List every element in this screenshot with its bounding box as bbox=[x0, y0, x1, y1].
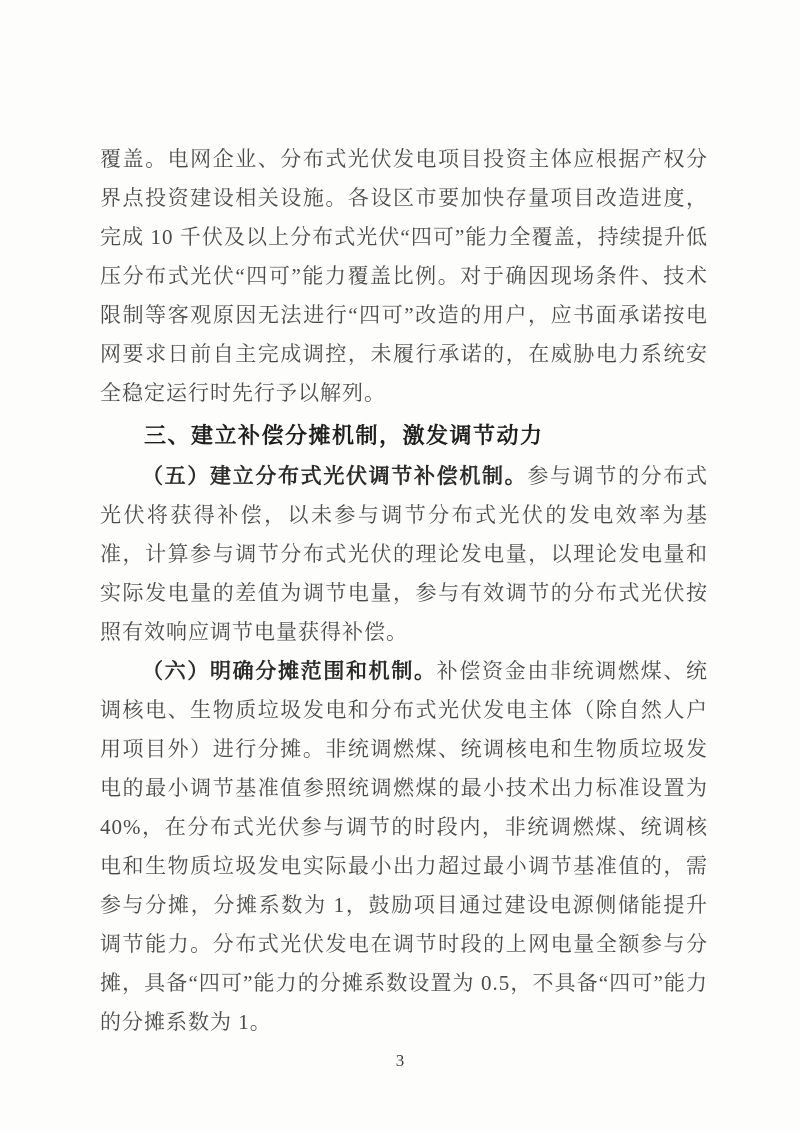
paragraph-item-6-text: 补偿资金由非统调燃煤、统调核电、生物质垃圾发电和分布式光伏发电主体（除自然人户用项目外）进行分摊。非统调燃煤、统调核电和生物质垃圾发电的最小调节基准值参照统调燃煤的最小技术出力标准设置为 40%，在分布式光伏参与调节的时段内，非统调燃煤、统调核电和生物质垃圾发电实际最小出力超过最小调节基准值的，需参与分摊，分摊系数为 1，鼓励项目通过建设电源侧储能提升调节能力。分布式光伏发电在调节时段的上网电量全额参与分摊，具备“四可”能力的分摊系数设置为 0.5，不具备“四可”能力的分摊系数为 1。 bbox=[100, 659, 709, 1034]
paragraph-continuation bbox=[100, 140, 708, 413]
paragraph-item-5-text: 参与调节的分布式光伏将获得补偿，以未参与调节分布式光伏的发电效率为基准，计算参与调节分布式光伏的理论发电量，以理论发电量和实际发电量的差值为调节电量，参与有效调节的分布式光伏按照有效响应调节电量获得补偿。 bbox=[100, 464, 709, 644]
paragraph-item-5-lead: （五）建立分布式光伏调节补偿机制。 bbox=[142, 464, 528, 488]
paragraph-item-5 bbox=[100, 457, 708, 652]
page-number: 3 bbox=[395, 1051, 405, 1070]
document-content bbox=[100, 140, 708, 1042]
paragraph-item-6 bbox=[100, 652, 708, 1042]
paragraph-continuation-text: 覆盖。电网企业、分布式光伏发电项目投资主体应根据产权分界点投资建设相关设施。各设区市要加快存量项目改造进度，完成 10 千伏及以上分布式光伏“四可”能力全覆盖，持续提升低压分布式光伏“四可”能力覆盖比例。对于确因现场条件、技术限制等客观原因无法进行“四可”改造的用户，应书面承诺按电网要求日前自主完成调控，未履行承诺的，在威胁电力系统安全稳定运行时先行予以解列。 bbox=[100, 147, 708, 405]
section-heading-3: 三、建立补偿分摊机制，激发调节动力 bbox=[144, 423, 544, 448]
paragraph-item-6-lead: （六）明确分摊范围和机制。 bbox=[142, 659, 437, 683]
